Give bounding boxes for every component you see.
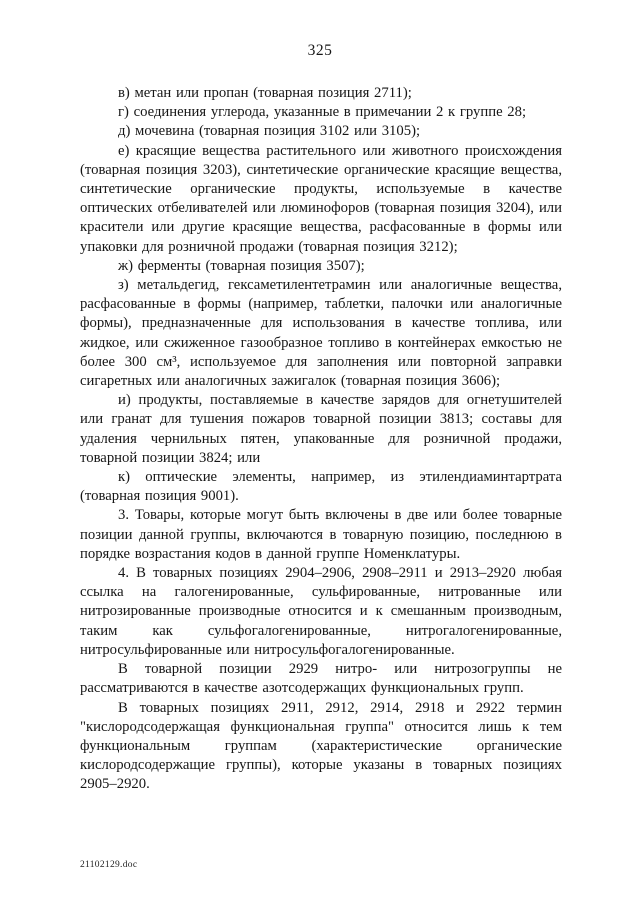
paragraph: ж) ферменты (товарная позиция 3507); — [118, 257, 365, 274]
footer-filename: 21102129.doc — [80, 860, 138, 870]
paragraph: В товарных позициях 2911, 2912, 2914, 2918 и 2922 термин "кислородсодержащая функциональная группа" относится лишь к тем функциональным группам (характеристические органические кислородсодержащие группы), которые указаны в товарных позициях 2905–2920. — [80, 699, 562, 793]
paragraph: В товарной позиции 2929 нитро- или нитрозогруппы не рассматриваются в качестве азотсодержащих функциональных групп. — [80, 661, 562, 697]
paragraph: г) соединения углерода, указанные в примечании 2 к группе 28; — [118, 104, 527, 121]
page-number: 325 — [307, 42, 333, 59]
paragraph: д) мочевина (товарная позиция 3102 или 3105); — [118, 123, 421, 140]
document-body — [80, 84, 562, 795]
paragraph: в) метан или пропан (товарная позиция 2711); — [118, 85, 412, 101]
paragraph: 3. Товары, которые могут быть включены в две или более товарные позиции данной группы, включаются в товарную позицию, последнюю в порядке возрастания кодов в данной группе Номенклатуры. — [80, 507, 562, 562]
paragraph: 4. В товарных позициях 2904–2906, 2908–2911 и 2913–2920 любая ссылка на галогенированные, сульфированные, нитрованные или нитрозированные производные относится и к смешанным производным, таким как сульфогалогенированные, нитрогалогенированные, нитросульфированные или нитросульфогалогенированные. — [80, 565, 562, 658]
paragraph: к) оптические элементы, например, из этилендиаминтартрата (товарная позиция 9001). — [80, 469, 562, 505]
paragraph: з) метальдегид, гексаметилентетрамин или аналогичные вещества, расфасованные в формы (например, таблетки, палочки или аналогичные формы), предназначенные для использования в качестве топлива, или жидкое, или сжиженное газообразное топливо в контейнерах емкостью не более 300 см³, используемое для заполнения или повторной заправки сигаретных или аналогичных зажигалок (товарная позиция 3606); — [80, 277, 562, 390]
paragraph: е) красящие вещества растительного или животного происхождения (товарная позиция 3203), синтетические органические красящие вещества, синтетические органические продукты, используемые в качестве оптических отбеливателей или люминофоров (товарная позиция 3204), или красители или другие красящие вещества, расфасованные в формы или упаковки для розничной продажи (товарная позиция 3212); — [80, 142, 562, 255]
paragraph: и) продукты, поставляемые в качестве зарядов для огнетушителей или гранат для тушения пожаров товарной позиции 3813; составы для удаления чернильных пятен, упакованные для розничной продажи, товарной позиции 3824; или — [80, 392, 562, 466]
